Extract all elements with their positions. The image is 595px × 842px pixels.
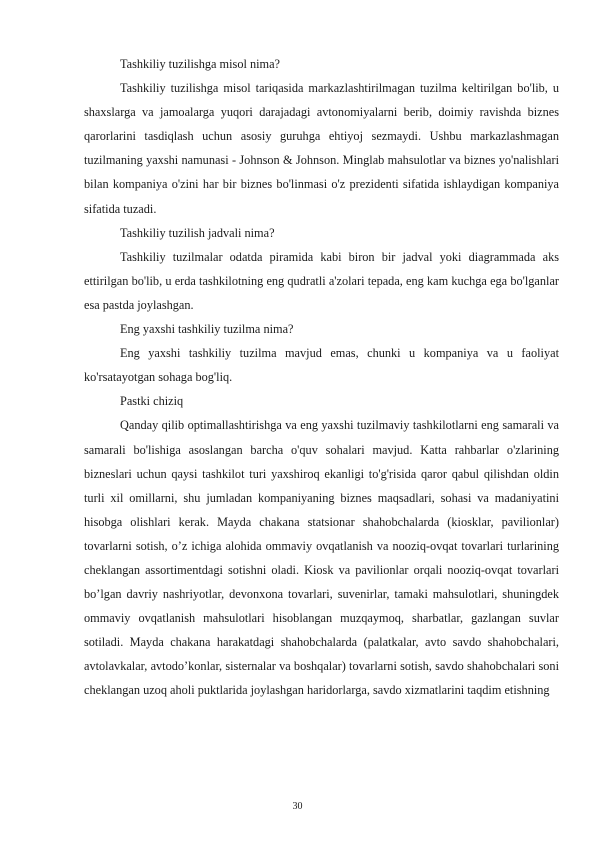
section-body-3: Eng yaxshi tashkiliy tuzilma mavjud emas, chunki u kompaniya va u faoliyat ko'rsatayotgan sohaga bog'liq.	[84, 346, 559, 385]
page-number: 30	[292, 801, 303, 812]
section-body-4: Qanday qilib optimallashtirishga va eng yaxshi tuzilmaviy tashkilotlarni eng samarali va samarali bo'lishiga asoslangan barcha o'quv sohalari mavjud. Katta rahbarlar o'zlarining bizneslari uchun qaysi tashkilot turi yaxshiroq ekanligi to'g'risida qaror qabul qilishdan oldin turli xil omillarni, shu jumladan kompaniyaning biznes maqsadlari, sohasi va madaniyatini hisobga olishlari kerak. Mayda chakana statsionar shahobchalarda (kiosklar, pavilionlar) tovarlarni sotish, o’z ichiga alohida ommaviy ovqatlanish va nooziq-ovqat tovarlari turlarining cheklangan assortimentdagi sotishni oladi. Kiosk va pavilionlar orqali nooziq-ovqat tovarlari bo’lgan davriy nashriyotlar, devonxona tovarlari, suvenirlar, tamaki mahsulotlari, shuningdek ommaviy ovqatlanish mahsulotlari hisoblangan muzqaymoq, sharbatlar, gazlangan suvlar sotiladi. Mayda chakana harakatdagi shahobchalarda (palatkalar, avto savdo shahobchalari, avtolavkalar, avtodo’konlar, sisternalar va boshqalar) tovarlarni sotish, savdo shahobchalari soni cheklangan uzoq aholi puktlarida joylashgan haridorlarga, savdo xizmatlarini taqdim etishning	[84, 418, 559, 698]
section-heading-3: Eng yaxshi tashkiliy tuzilma nima?	[120, 322, 294, 337]
section-body-2: Tashkiliy tuzilmalar odatda piramida kabi biron bir jadval yoki diagrammada aks ettirilgan bo'lib, u erda tashkilotning eng qudratli a'zolari tepada, eng kam kuchga ega bo'lganlar esa pastda joylashgan.	[84, 249, 559, 312]
section-body-1: Tashkiliy tuzilishga misol tariqasida markazlashtirilmagan tuzilma keltirilgan bo'lib, u shaxslarga va jamoalarga yuqori darajadagi avtonomiyalarni berib, doimiy ravishda biznes qarorlarini tasdiqlash uchun asosiy guruhga ehtiyoj sezmaydi. Ushbu markazlashmagan tuzilmaning yaxshi namunasi - Johnson & Johnson. Minglab mahsulotlar va biznes yo'nalishlari bilan kompaniya o'zini har bir biznes bo'linmasi o'z prezidenti sifatida ishlaydigan kompaniya sifatida tuzadi.	[84, 81, 559, 216]
section-heading-1: Tashkiliy tuzilishga misol nima?	[120, 57, 281, 71]
section-heading-2: Tashkiliy tuzilish jadvali nima?	[120, 225, 275, 240]
section-heading-4: Pastki chiziq	[120, 394, 184, 409]
document-page	[84, 52, 559, 703]
